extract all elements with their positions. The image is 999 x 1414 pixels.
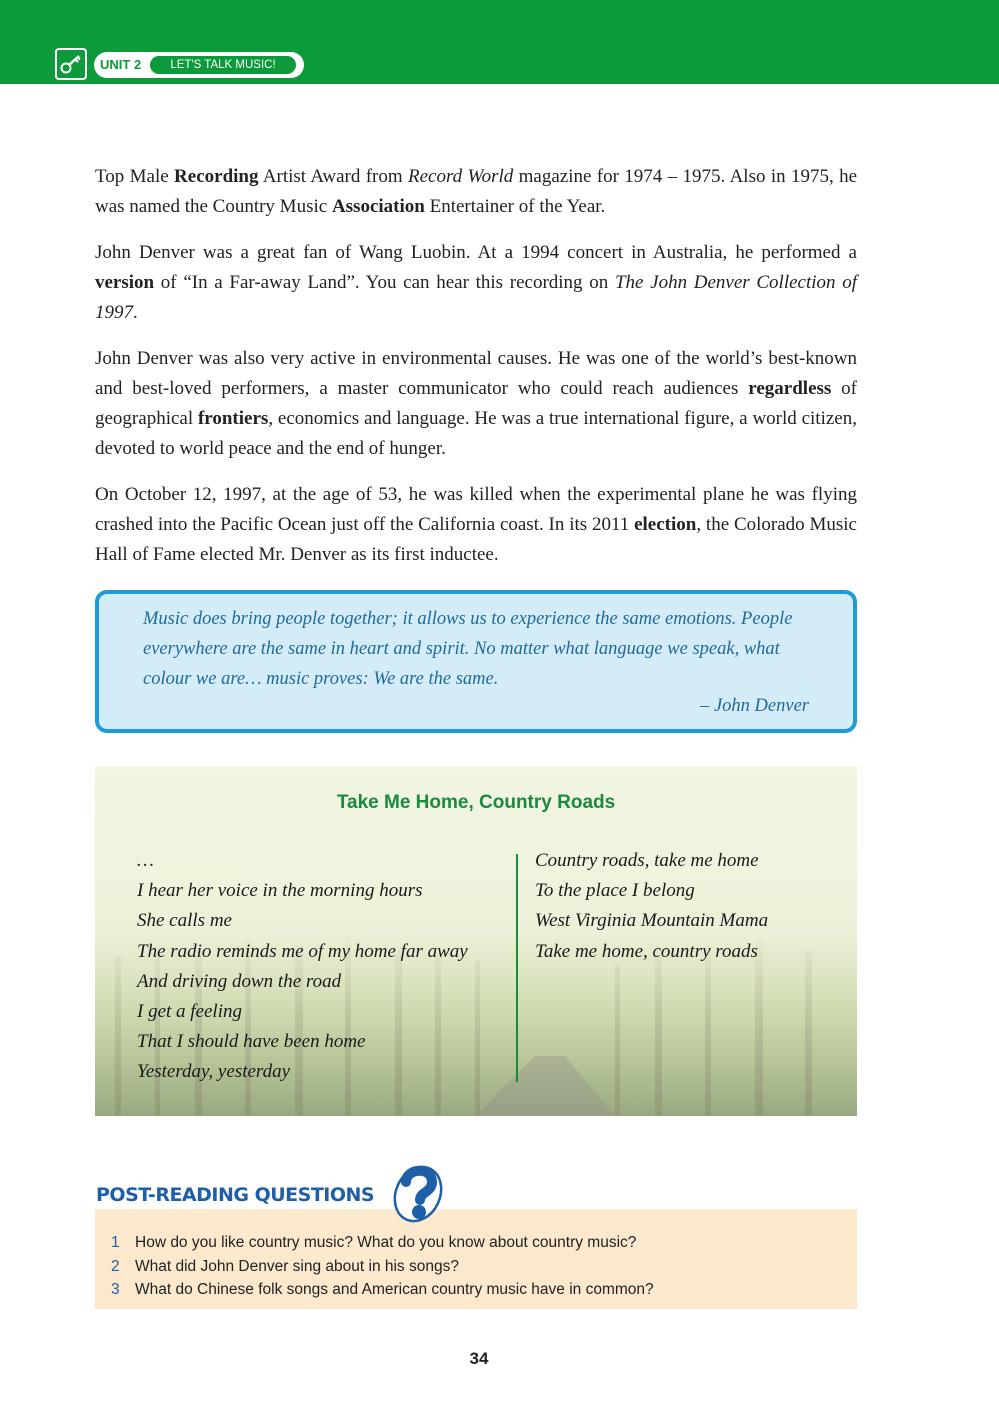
unit-badge xyxy=(94,52,304,78)
key-icon xyxy=(55,48,87,80)
quote-author: – John Denver xyxy=(700,696,809,716)
lyrics-left-column xyxy=(137,846,468,1088)
text-segment: of geographical xyxy=(95,378,858,429)
title-reference: The John Denver Collection of 1997 xyxy=(95,272,858,323)
post-reading-questions-box xyxy=(95,1209,857,1309)
lyric-line: I get a feeling xyxy=(137,1001,242,1023)
question-item xyxy=(111,1231,654,1255)
text-segment: On October 12, 1997, at the age of 53, he was killed when the experimental plane he was flying crashed into the Pacific Ocean just off the California coast. In its 2011 xyxy=(95,484,857,535)
body-paragraph xyxy=(95,162,857,222)
unit-label: UNIT 2 xyxy=(100,57,142,72)
text-segment: . xyxy=(133,302,138,323)
article-body xyxy=(95,162,857,586)
body-paragraph xyxy=(95,344,857,464)
question-number: 3 xyxy=(111,1281,120,1298)
header-banner xyxy=(0,0,999,84)
text-segment: , economics and language. He was a true international figure, a world citizen, devoted to world peace and the end of hunger. xyxy=(95,408,857,459)
question-number: 1 xyxy=(111,1234,120,1251)
text-segment: Artist Award from xyxy=(258,166,408,187)
question-mark-icon xyxy=(388,1160,448,1226)
page-number: 34 xyxy=(469,1349,489,1368)
question-item xyxy=(111,1255,654,1279)
title-reference: Record World xyxy=(408,166,514,187)
lyric-line: She calls me xyxy=(137,910,232,932)
quote-box xyxy=(95,590,857,733)
question-text: What do Chinese folk songs and American country music have in common? xyxy=(135,1281,654,1298)
vocab-word: Association xyxy=(331,196,425,217)
song-title: Take Me Home, Country Roads xyxy=(336,792,616,813)
lyric-line: The radio reminds me of my home far away xyxy=(137,940,468,962)
vocab-word: version xyxy=(95,272,155,293)
lyrics-divider xyxy=(516,854,518,1082)
text-segment: Top Male xyxy=(95,166,175,187)
question-text: What did John Denver sing about in his songs? xyxy=(135,1257,459,1275)
post-reading-title: POST-READING QUESTIONS xyxy=(96,1184,375,1206)
unit-title: LET'S TALK MUSIC! xyxy=(150,56,296,74)
lyrics-right-column xyxy=(535,846,768,967)
body-paragraph xyxy=(95,238,857,328)
text-segment: magazine for 1974 – 1975. Also in 1975, he was named the Country Music xyxy=(95,166,857,217)
text-segment: of “In a Far-away Land”. You can hear this recording on xyxy=(154,272,615,293)
text-segment: Entertainer of the Year. xyxy=(424,196,606,217)
question-text: How do you like country music? What do you know about country music? xyxy=(135,1234,637,1251)
song-lyrics-box xyxy=(95,766,857,1116)
lyric-line: That I should have been home xyxy=(137,1031,366,1053)
question-number: 2 xyxy=(111,1257,120,1275)
lyric-line: Country roads, take me home xyxy=(535,850,759,871)
vocab-word: frontiers xyxy=(197,408,269,429)
vocab-word: election xyxy=(634,514,697,535)
lyric-line: To the place I belong xyxy=(535,880,695,902)
body-paragraph xyxy=(95,480,857,570)
vocab-word: regardless xyxy=(748,378,832,399)
vocab-word: Recording xyxy=(174,166,259,187)
text-segment: John Denver was also very active in environmental causes. He was one of the world’s best-known and best-loved performers, a master communicator who could reach audiences xyxy=(95,348,857,399)
question-item xyxy=(111,1278,654,1302)
lyric-line: And driving down the road xyxy=(137,970,342,992)
question-list xyxy=(111,1231,654,1302)
lyric-line: Take me home, country roads xyxy=(535,940,758,962)
lyric-line: Yesterday, yesterday xyxy=(137,1061,291,1083)
lyric-line: West Virginia Mountain Mama xyxy=(535,910,769,932)
text-segment: , the Colorado Music Hall of Fame elected Mr. Denver as its first inductee. xyxy=(95,514,857,565)
quote-text: Music does bring people together; it allows us to experience the same emotions. People everywhere are the same in heart and spirit. No matter what language we speak, what colour we are… music proves: We are the same. xyxy=(143,609,793,689)
lyric-line: … xyxy=(137,850,154,871)
lyric-line: I hear her voice in the morning hours xyxy=(137,880,423,902)
text-segment: John Denver was a great fan of Wang Luobin. At a 1994 concert in Australia, he performed a xyxy=(95,242,857,263)
